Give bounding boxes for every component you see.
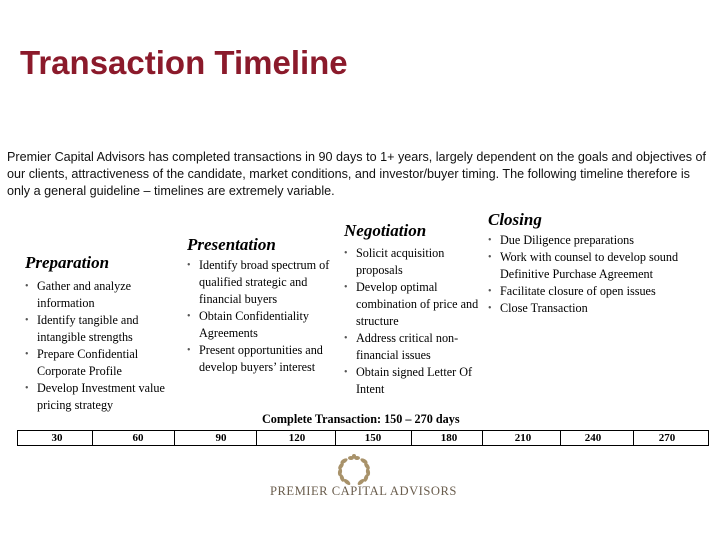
- timeline-tick-label: 90: [215, 432, 227, 444]
- timeline-tick-label: 210: [514, 432, 532, 444]
- timeline-tick-label: 150: [364, 432, 382, 444]
- phase-list: [488, 232, 688, 317]
- phase-list: [187, 257, 337, 376]
- phase-title: Negotiation: [344, 221, 427, 240]
- list-item: • Identify broad spectrum of qualified strategic and financial buyers: [187, 257, 337, 308]
- phase-title: Closing: [488, 210, 542, 229]
- timeline-tick: [256, 431, 257, 445]
- timeline-tick: [174, 431, 175, 445]
- timeline-bar: [17, 430, 709, 446]
- list-item: • Work with counsel to develop sound Definitive Purchase Agreement: [488, 249, 688, 283]
- list-item: • Present opportunities and develop buyers’ interest: [187, 342, 337, 376]
- timeline-tick-label: 60: [132, 432, 144, 444]
- list-item: • Due Diligence preparations: [488, 232, 688, 249]
- list-item: • Facilitate closure of open issues: [488, 283, 688, 300]
- phase-list: [25, 278, 175, 414]
- timeline-tick-label: 30: [51, 432, 63, 444]
- list-item: • Prepare Confidential Corporate Profile: [25, 346, 175, 380]
- list-item: • Develop optimal combination of price and structure: [344, 279, 479, 330]
- intro-paragraph: Premier Capital Advisors has completed transactions in 90 days to 1+ years, largely dependent on the goals and objectives of our clients, attractiveness of the candidate, market conditions, and investor/buyer timing. The following timeline therefore is only a general guideline – timelines are extremely variable.: [7, 150, 707, 198]
- complete-transaction-label: Complete Transaction: 150 – 270 days: [262, 412, 460, 426]
- list-item: • Obtain signed Letter Of Intent: [344, 364, 479, 398]
- phase-negotiation: [344, 221, 479, 398]
- list-item: • Develop Investment value pricing strategy: [25, 380, 175, 414]
- timeline-tick: [633, 431, 634, 445]
- timeline-tick-label: 180: [440, 432, 458, 444]
- phase-presentation: [187, 235, 337, 376]
- timeline-tick: [335, 431, 336, 445]
- phase-title: Presentation: [187, 235, 276, 254]
- phase-closing: [488, 210, 688, 317]
- page-title: Transaction Timeline: [20, 44, 348, 81]
- timeline-tick: [482, 431, 483, 445]
- list-item: • Solicit acquisition proposals: [344, 245, 479, 279]
- timeline-tick: [92, 431, 93, 445]
- company-logo-text: PREMIER CAPITAL ADVISORS: [270, 484, 457, 498]
- list-item: • Gather and analyze information: [25, 278, 175, 312]
- list-item: • Close Transaction: [488, 300, 688, 317]
- list-item: • Identify tangible and intangible strengths: [25, 312, 175, 346]
- timeline-tick: [560, 431, 561, 445]
- timeline-tick-label: 240: [584, 432, 602, 444]
- timeline-tick: [411, 431, 412, 445]
- phase-title: Preparation: [25, 253, 110, 272]
- phase-preparation: [25, 253, 175, 414]
- phase-list: [344, 245, 479, 398]
- list-item: • Obtain Confidentiality Agreements: [187, 308, 337, 342]
- timeline-tick-label: 120: [288, 432, 306, 444]
- timeline-tick-label: 270: [658, 432, 676, 444]
- list-item: • Address critical non-financial issues: [344, 330, 479, 364]
